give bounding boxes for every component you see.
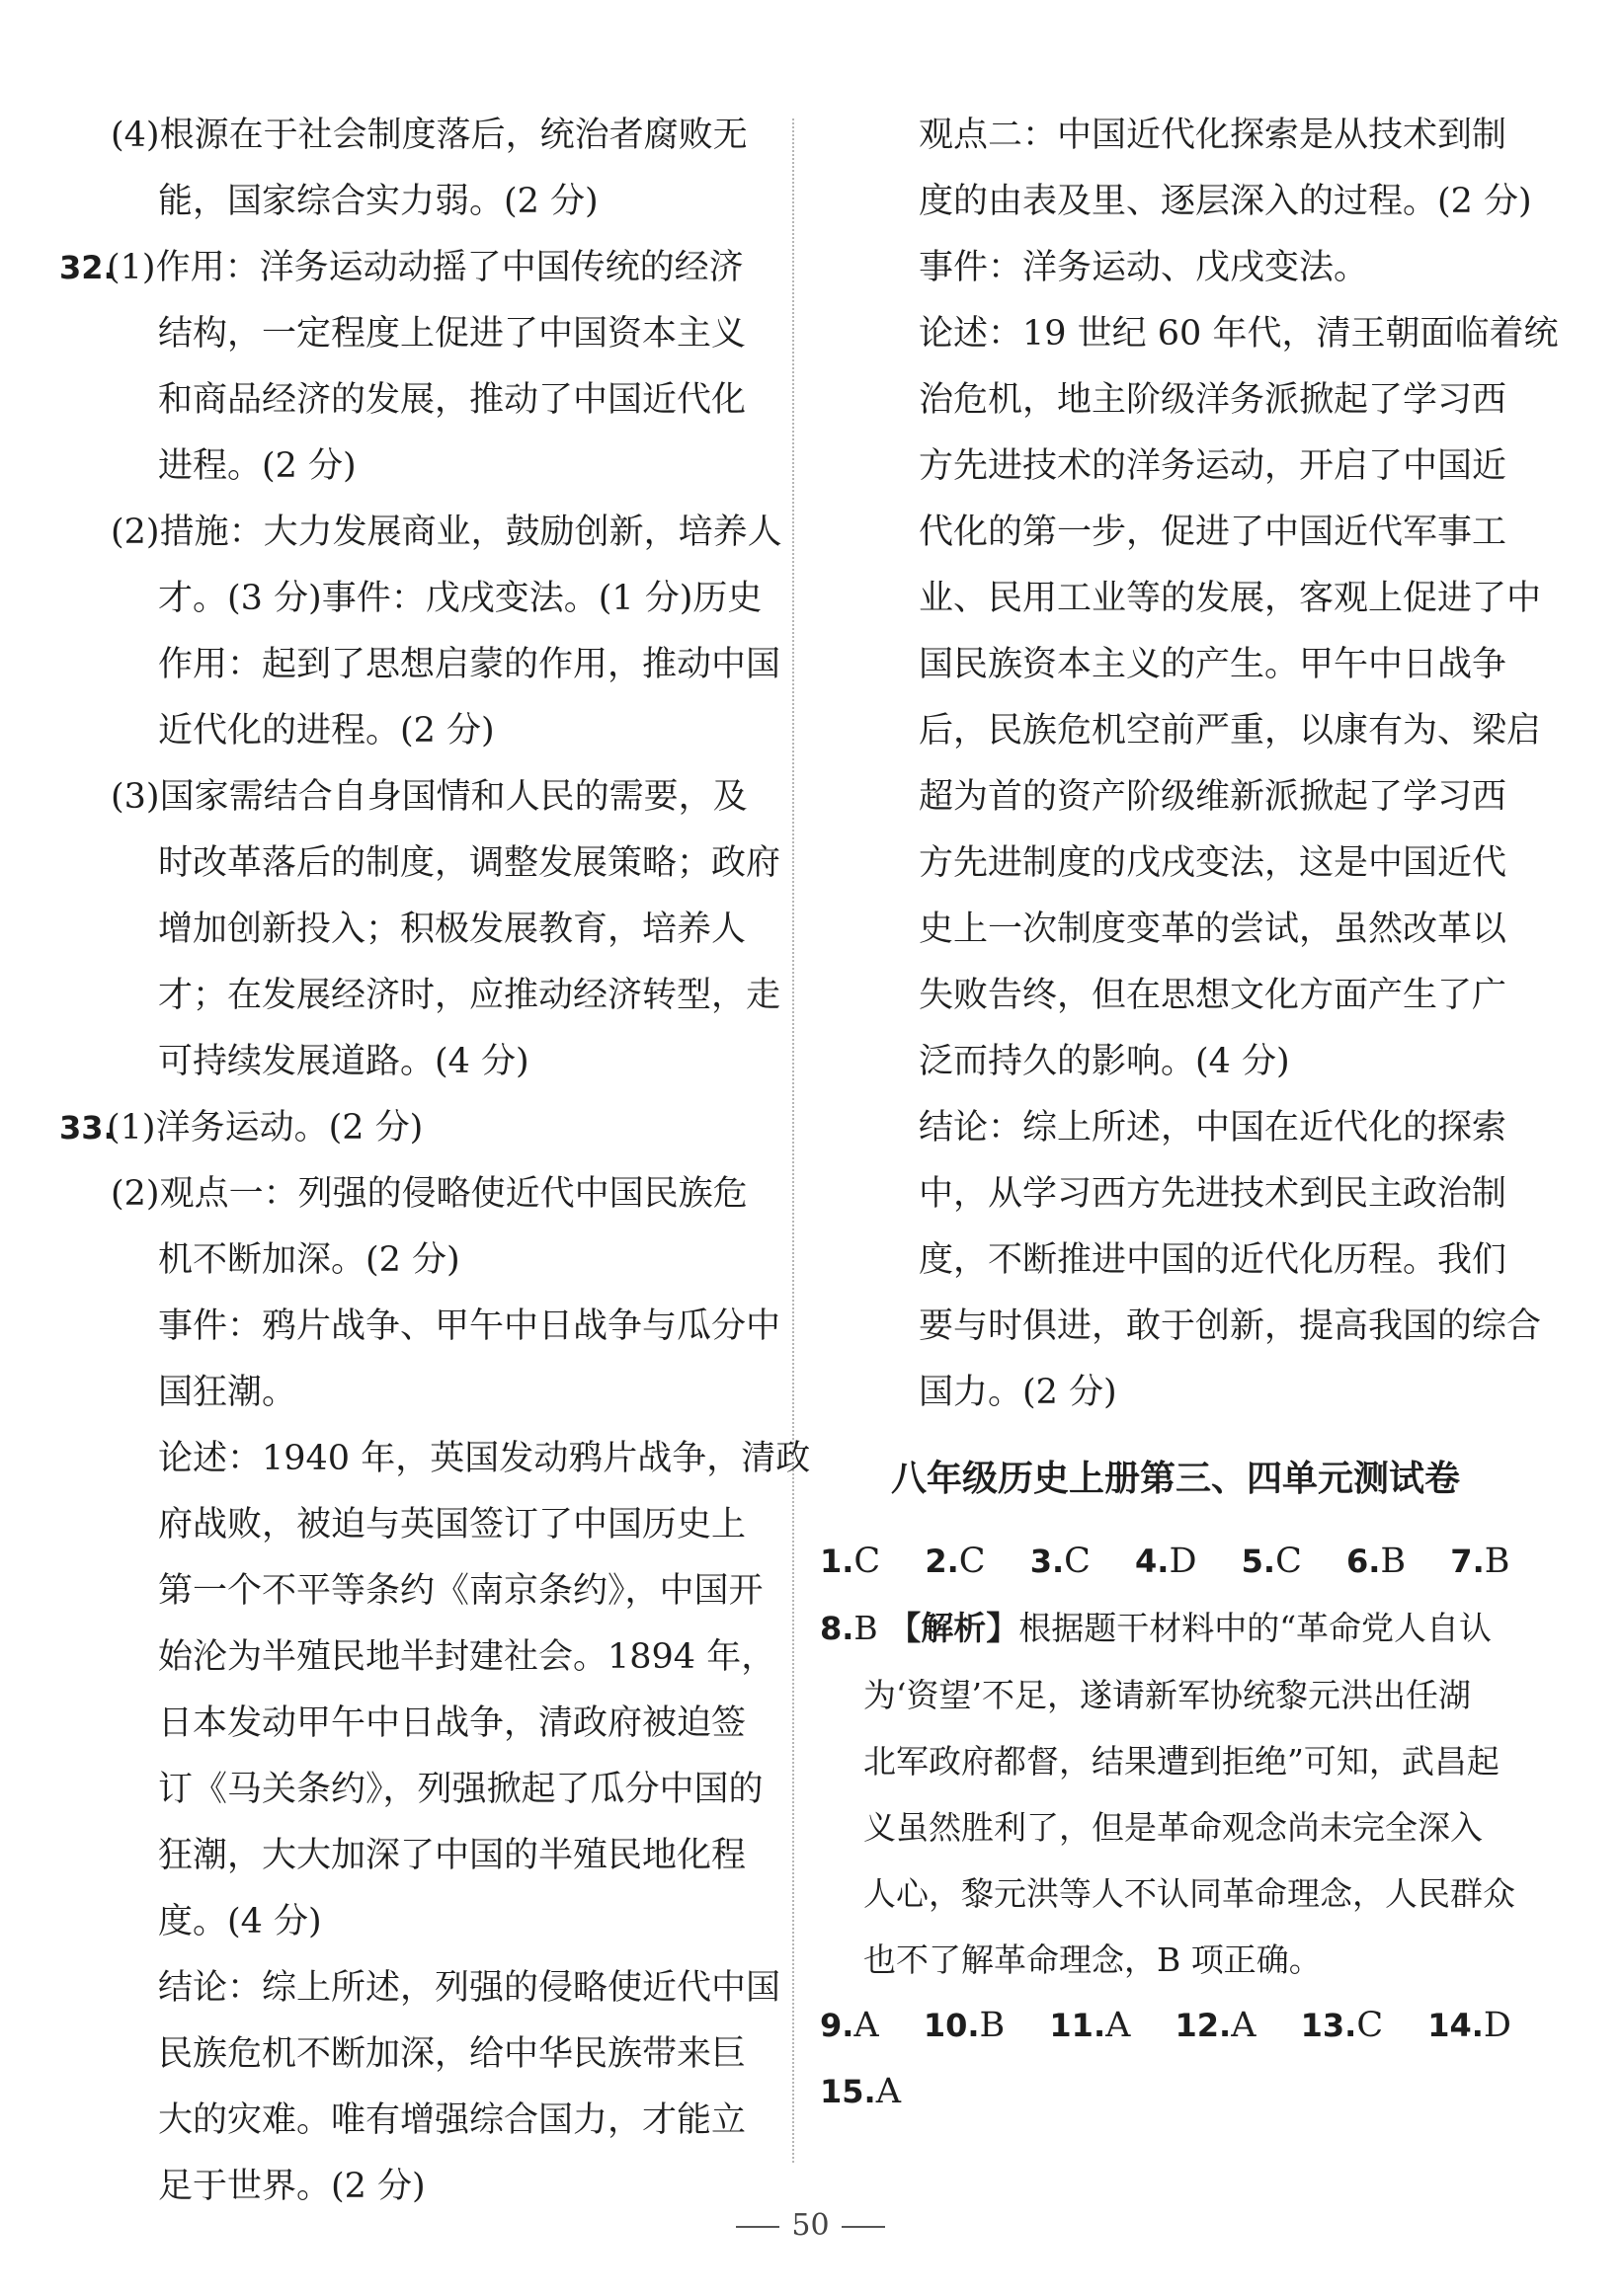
view-two xyxy=(820,103,1559,1426)
text-line: 能，国家综合实力弱。(2 分) xyxy=(158,182,599,221)
text-line: (2)观点一：列强的侵略使近代中国民族危 xyxy=(111,1174,748,1214)
text-line: 度。(4 分) xyxy=(158,1902,322,1941)
text-line: 民族危机不断加深，给中华民族带来巨 xyxy=(158,2034,747,2074)
text-line: 人心，黎元洪等人不认同革命理念，人民群众 xyxy=(863,1874,1515,1913)
text-line: 泛而持久的影响。(4 分) xyxy=(919,1042,1290,1081)
text-line: 失败告终，但在思想文化方面产生了广 xyxy=(919,976,1507,1015)
text-line: 足于世界。(2 分) xyxy=(158,2167,426,2206)
answer-item: 6.B xyxy=(1346,1542,1407,1581)
text-line: 国力。(2 分) xyxy=(919,1373,1117,1412)
text-line: 时改革落后的制度，调整发展策略；政府 xyxy=(158,843,781,883)
question-33 xyxy=(59,1095,811,2220)
question-32 xyxy=(59,235,782,1095)
answer-item: 5.C xyxy=(1241,1542,1302,1581)
text-line: 事件：鸦片战争、甲午中日战争与瓜分中 xyxy=(158,1306,781,1346)
text-line: 日本发动甲午中日战争，清政府被迫签 xyxy=(158,1703,747,1743)
text-line: 治危机，地主阶级洋务派掀起了学习西 xyxy=(919,380,1507,420)
text-line: 结论：综上所述，中国在近代化的探索 xyxy=(919,1108,1507,1148)
text-line: 后，民族危机空前严重，以康有为、梁启 xyxy=(919,711,1542,751)
text-line: 才；在发展经济时，应推动经济转型，走 xyxy=(158,976,781,1015)
section-title: 八年级历史上册第三、四单元测试卷 xyxy=(890,1459,1460,1499)
text-line: 结论：综上所述，列强的侵略使近代中国 xyxy=(158,1968,781,2008)
text-line: (4)根源在于社会制度落后，统治者腐败无 xyxy=(111,116,748,155)
text-line: 增加创新投入；积极发展教育，培养人 xyxy=(158,910,747,949)
column-divider xyxy=(792,119,794,2163)
text-line: 近代化的进程。(2 分) xyxy=(158,711,495,751)
answer-item: 3.C xyxy=(1029,1542,1091,1581)
answer-item: 15.A xyxy=(820,2072,901,2111)
text-line: 府战败，被迫与英国签订了中国历史上 xyxy=(158,1505,747,1544)
text-line: 国民族资本主义的产生。甲午中日战争 xyxy=(919,645,1507,684)
analysis-tag: 【解析】 xyxy=(888,1609,1019,1647)
text-line: 结构，一定程度上促进了中国资本主义 xyxy=(158,314,747,354)
text-line: 代化的第一步，促进了中国近代军事工 xyxy=(919,513,1507,552)
text-line: 度，不断推进中国的近代化历程。我们 xyxy=(919,1240,1507,1280)
question-number: 8. xyxy=(820,1610,854,1647)
text-line: 作用：起到了思想启蒙的作用，推动中国 xyxy=(158,645,781,684)
text-line: 度的由表及里、逐层深入的过程。(2 分) xyxy=(919,182,1532,221)
answer-item: 9.A xyxy=(820,2006,879,2045)
answer-item: 12.A xyxy=(1175,2006,1256,2045)
text-line: 始沦为半殖民地半封建社会。1894 年， xyxy=(158,1637,776,1677)
answer-item: 2.C xyxy=(925,1542,986,1581)
text-line: 方先进制度的戊戌变法，这是中国近代 xyxy=(919,843,1507,883)
answer-row-1 xyxy=(820,1529,1531,1595)
answer-item: 11.A xyxy=(1049,2006,1131,2045)
text-line: (2)措施：大力发展商业，鼓励创新，培养人 xyxy=(111,513,782,552)
answer-item: 7.B xyxy=(1450,1542,1510,1581)
text-line: 国狂潮。 xyxy=(158,1373,297,1412)
answer-item: 14.D xyxy=(1427,2006,1511,2045)
text-line: 狂潮，大大加深了中国的半殖民地化程 xyxy=(158,1836,747,1875)
q31-part4 xyxy=(59,103,770,235)
question-number: 33. xyxy=(59,1109,116,1147)
dash xyxy=(842,2226,885,2228)
text-line: (1)洋务运动。(2 分) xyxy=(107,1108,424,1148)
text-line: 进程。(2 分) xyxy=(158,446,357,486)
question-8-analysis xyxy=(820,1595,1531,1993)
text-line: 大的灾难。唯有增强综合国力，才能立 xyxy=(158,2100,747,2140)
text-line: 业、民用工业等的发展，客观上促进了中 xyxy=(919,579,1542,618)
text-line: 也不了解革命理念，B 项正确。 xyxy=(863,1940,1322,1979)
text-line: 论述：1940 年，英国发动鸦片战争，清政 xyxy=(158,1439,811,1478)
text-line: (3)国家需结合自身国情和人民的需要，及 xyxy=(111,777,748,817)
text-line: 和商品经济的发展，推动了中国近代化 xyxy=(158,380,747,420)
answer-row-3 xyxy=(820,2059,1531,2125)
question-number: 32. xyxy=(59,249,116,286)
text-line: 要与时俱进，敢于创新，提高我国的综合 xyxy=(919,1306,1542,1346)
dash xyxy=(736,2226,779,2228)
text-line: 第一个不平等条约《南京条约》，中国开 xyxy=(158,1571,764,1611)
answer-item: 13.C xyxy=(1300,2006,1384,2045)
text-line: 论述：19 世纪 60 年代，清王朝面临着统 xyxy=(919,314,1559,354)
text-line: 中，从学习西方先进技术到民主政治制 xyxy=(919,1174,1507,1214)
text-line: 机不断加深。(2 分) xyxy=(158,1240,460,1280)
text-line: 北军政府都督，结果遭到拒绝”可知，武昌起 xyxy=(863,1742,1499,1781)
text-line: 义虽然胜利了，但是革命观念尚未完全深入 xyxy=(863,1808,1483,1847)
text-line: 8.B 【解析】根据题干材料中的“革命党人自认 xyxy=(820,1609,1493,1647)
text-line: 事件：洋务运动、戊戌变法。 xyxy=(919,248,1369,287)
text-line: 可持续发展道路。(4 分) xyxy=(158,1042,529,1081)
left-column xyxy=(59,103,811,2220)
text-line: 方先进技术的洋务运动，开启了中国近 xyxy=(919,446,1507,486)
answer-item: 10.B xyxy=(923,2006,1006,2045)
answer-item: 1.C xyxy=(820,1542,881,1581)
text-line: 才。(3 分)事件：戊戌变法。(1 分)历史 xyxy=(158,579,763,618)
text-line: 订《马关条约》，列强掀起了瓜分中国的 xyxy=(158,1770,764,1809)
text-line: 观点二：中国近代化探索是从技术到制 xyxy=(919,116,1507,155)
text-line: 史上一次制度变革的尝试，虽然改革以 xyxy=(919,910,1507,949)
text-line: (1)作用：洋务运动动摇了中国传统的经济 xyxy=(107,248,744,287)
text-line: 为‘资望’不足，遂请新军协统黎元洪出任湖 xyxy=(863,1676,1471,1714)
text-line: 超为首的资产阶级维新派掀起了学习西 xyxy=(919,777,1507,817)
right-column xyxy=(820,103,1559,2125)
answer-letter: B xyxy=(853,1609,878,1647)
answer-item: 4.D xyxy=(1135,1542,1197,1581)
answer-row-2 xyxy=(820,1993,1531,2059)
page-number: 50 xyxy=(0,2192,1621,2258)
